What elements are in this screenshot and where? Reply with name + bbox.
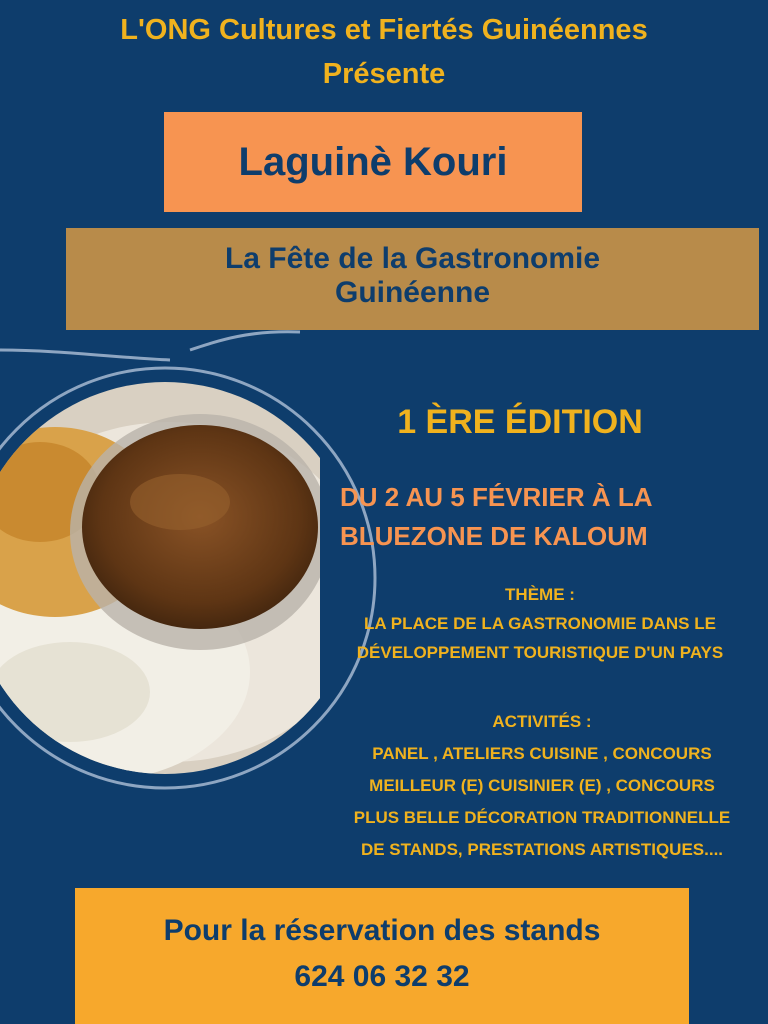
dates-line-2: BLUEZONE DE KALOUM: [340, 521, 648, 551]
theme-line-2: DÉVELOPPEMENT TOURISTIQUE D'UN PAYS: [356, 643, 724, 662]
theme-label: THÈME :: [505, 585, 575, 604]
subtitle-line-2: Guinéenne: [334, 276, 491, 309]
reservation-text: Pour la réservation des stands: [163, 914, 601, 947]
activities-section: [300, 706, 768, 866]
title-banner: [164, 112, 582, 212]
reservation-banner: [75, 888, 689, 1024]
organizer-name: L'ONG Cultures et Fiertés Guinéennes: [120, 14, 648, 46]
subtitle-banner: [66, 228, 759, 330]
subtitle-line-1: La Fête de la Gastronomie: [224, 242, 601, 275]
reservation-phone: 624 06 32 32: [294, 960, 470, 993]
dates-line-1: DU 2 AU 5 FÉVRIER À LA: [340, 482, 653, 512]
presents-text: Présente: [322, 58, 446, 90]
food-photo: [0, 372, 320, 782]
left-arc: [0, 350, 170, 360]
activities-label: ACTIVITÉS :: [492, 712, 592, 731]
activities-line-4: DE STANDS, PRESTATIONS ARTISTIQUES....: [360, 840, 724, 859]
event-title: Laguinè Kouri: [238, 140, 508, 184]
event-dates: [340, 478, 760, 556]
organizer-header: [0, 8, 768, 96]
theme-line-1: LA PLACE DE LA GASTRONOMIE DANS LE: [364, 614, 716, 633]
theme-section: [310, 580, 768, 667]
edition-label: 1 ÈRE ÉDITION: [397, 403, 643, 441]
activities-line-1: PANEL , ATELIERS CUISINE , CONCOURS: [372, 744, 712, 763]
upper-arc: [190, 332, 300, 350]
activities-line-2: MEILLEUR (E) CUISINIER (E) , CONCOURS: [369, 776, 715, 795]
activities-line-3: PLUS BELLE DÉCORATION TRADITIONNELLE: [353, 808, 731, 827]
